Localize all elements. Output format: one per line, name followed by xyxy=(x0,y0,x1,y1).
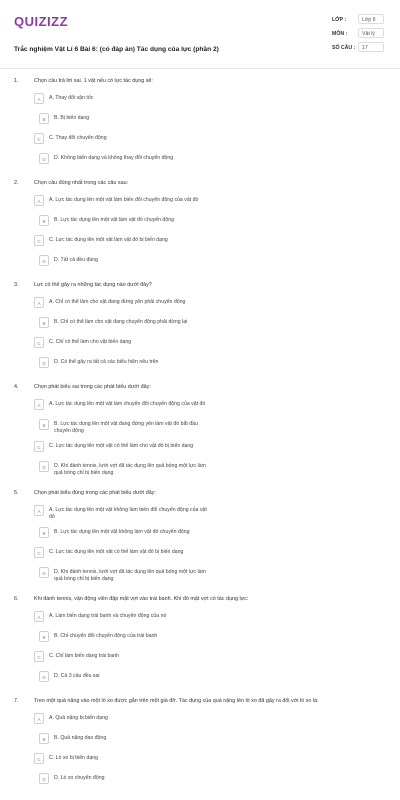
question-number: 6. xyxy=(14,596,19,602)
option-letter-badge: B xyxy=(39,113,49,124)
answer-option[interactable] xyxy=(34,133,210,147)
option-text: D. Không biến dạng và không thay đổi chuyển động xyxy=(54,155,174,161)
option-text: D. Khi đánh tennis, lưới vợt đã tác dụng lên quả bóng một lực làm quả bóng chỉ bị biến dạng xyxy=(54,463,206,476)
question-text: Khi đánh tennis, vận động viên đập mặt vợt vào trái banh. Khi đó mặt vợt có tác dụng lực: xyxy=(34,596,249,602)
worksheet-header xyxy=(14,14,386,66)
answer-option[interactable] xyxy=(39,631,215,645)
question-header xyxy=(14,180,386,189)
answer-options xyxy=(34,611,386,691)
answer-option[interactable] xyxy=(34,547,210,561)
option-text: B. Lực tác dụng lên một vật đang đứng yên làm vật đó bắt đầu chuyển động xyxy=(54,421,198,434)
class-value: Lớp 6 xyxy=(358,14,384,24)
option-letter-badge: D xyxy=(39,461,49,472)
answer-option[interactable] xyxy=(34,93,210,107)
option-text: A. Lực tác dụng lên một vật làm chuyển đổi chuyển động của vật đó xyxy=(49,401,206,407)
answer-option[interactable] xyxy=(34,713,210,727)
option-letter-badge: C xyxy=(34,337,44,348)
count-value: 17 xyxy=(358,42,384,52)
option-letter-badge: C xyxy=(34,651,44,662)
answer-option[interactable] xyxy=(39,357,215,371)
question-number: 5. xyxy=(14,490,19,496)
answer-option[interactable] xyxy=(34,441,210,455)
option-text: C. Chỉ có thể làm cho vật biến dạng xyxy=(49,339,132,345)
question-header xyxy=(14,490,386,499)
question-item xyxy=(14,384,386,483)
answer-option[interactable] xyxy=(39,773,215,787)
option-text: B. Chỉ chuyển đổi chuyển động của trái banh xyxy=(54,633,158,639)
question-header xyxy=(14,596,386,605)
answer-option[interactable] xyxy=(34,505,210,521)
option-text: A. Làm biến dạng trái banh và chuyển động của nó xyxy=(49,613,167,619)
answer-options xyxy=(34,93,386,173)
answer-option[interactable] xyxy=(39,671,215,685)
worksheet-meta xyxy=(332,14,386,56)
answer-option[interactable] xyxy=(39,733,215,747)
option-text: B. Quả nặng dao động xyxy=(54,735,107,741)
option-text: D. Cả 3 câu đều sai xyxy=(54,673,100,679)
question-list xyxy=(14,78,386,800)
option-text: C. Chỉ làm biến dạng trái banh xyxy=(49,653,120,659)
question-item xyxy=(14,78,386,173)
quizizz-logo: QUIZIZZ xyxy=(14,14,69,29)
question-item xyxy=(14,490,386,589)
question-text: Chọn câu đúng nhất trong các câu sau: xyxy=(34,180,129,186)
option-letter-badge: C xyxy=(34,441,44,452)
option-letter-badge: D xyxy=(39,153,49,164)
answer-option[interactable] xyxy=(34,297,210,311)
option-text: A. Quả nặng bị biến dạng xyxy=(49,715,108,721)
answer-options xyxy=(34,505,386,589)
question-item xyxy=(14,180,386,275)
answer-option[interactable] xyxy=(39,113,215,127)
question-number: 1. xyxy=(14,78,19,84)
class-label: LỚP : xyxy=(332,17,347,23)
option-text: C. Lực tác dụng lên một vật làm vật đó bị biến dạng xyxy=(49,237,168,243)
question-header xyxy=(14,282,386,291)
answer-options xyxy=(34,399,386,483)
option-letter-badge: D xyxy=(39,255,49,266)
option-letter-badge: C xyxy=(34,133,44,144)
answer-option[interactable] xyxy=(39,317,215,331)
option-letter-badge: A xyxy=(34,93,44,104)
question-number: 4. xyxy=(14,384,19,390)
option-letter-badge: D xyxy=(39,773,49,784)
option-text: A. Lực tác dụng lên một vật không làm biến đổi chuyển động của vật đó xyxy=(49,507,207,520)
option-letter-badge: C xyxy=(34,235,44,246)
option-text: B. Chỉ có thể làm cho vật đang chuyển động phải dừng lại xyxy=(54,319,188,325)
option-text: B. Bị biến dạng xyxy=(54,115,90,121)
answer-option[interactable] xyxy=(34,611,210,625)
option-text: B. Lực tác dụng lên một vật không làm vật đó chuyển động xyxy=(54,529,190,535)
question-text: Chọn phát biểu sai trong các phát biểu dưới đây: xyxy=(34,384,151,390)
option-text: B. Lực tác dụng lên một vật làm vật đó chuyển động xyxy=(54,217,174,223)
question-number: 7. xyxy=(14,698,19,704)
answer-options xyxy=(34,713,386,793)
subject-label: MÔN : xyxy=(332,31,348,37)
answer-option[interactable] xyxy=(34,399,210,413)
meta-class-row xyxy=(332,14,386,28)
option-letter-badge: A xyxy=(34,297,44,308)
option-text: A. Thay đổi vận tốc xyxy=(49,95,94,101)
answer-option[interactable] xyxy=(39,567,215,583)
option-letter-badge: A xyxy=(34,611,44,622)
answer-options xyxy=(34,297,386,377)
question-text: Chọn phát biểu đúng trong các phát biểu dưới đây: xyxy=(34,490,156,496)
option-text: A. Chỉ có thể làm cho vật đang đứng yên phải chuyển động xyxy=(49,299,186,305)
answer-option[interactable] xyxy=(34,753,210,767)
meta-subject-row xyxy=(332,28,386,42)
option-letter-badge: B xyxy=(39,215,49,226)
answer-option[interactable] xyxy=(39,419,215,435)
option-text: D. Lò xo chuyển động xyxy=(54,775,105,781)
answer-option[interactable] xyxy=(39,255,215,269)
answer-option[interactable] xyxy=(34,337,210,351)
option-letter-badge: D xyxy=(39,567,49,578)
answer-option[interactable] xyxy=(34,195,210,209)
question-number: 2. xyxy=(14,180,19,186)
option-letter-badge: B xyxy=(39,733,49,744)
answer-option[interactable] xyxy=(39,215,215,229)
option-text: D. Tất cả đều đúng xyxy=(54,257,99,263)
option-text: C. Lực tác dụng lên một vật có thể làm vật đó bị biến dạng xyxy=(49,549,184,555)
question-text: Chọn câu trả lời sai. 1 vật nếu có lực tác dụng sẽ: xyxy=(34,78,153,84)
answer-options xyxy=(34,195,386,275)
option-letter-badge: D xyxy=(39,671,49,682)
option-text: C. Lò xo bị biến dạng xyxy=(49,755,99,761)
option-letter-badge: A xyxy=(34,713,44,724)
answer-option[interactable] xyxy=(39,527,215,541)
question-item xyxy=(14,282,386,377)
subject-value: Vật lý xyxy=(358,28,384,38)
option-text: D. Có thể gây ra tất cả các biểu hiện nêu trên xyxy=(54,359,159,365)
question-item xyxy=(14,596,386,691)
option-text: A. Lực tác dụng lên một vật làm biến đổi chuyển động của vật đó xyxy=(49,197,199,203)
option-letter-badge: B xyxy=(39,419,49,430)
option-letter-badge: B xyxy=(39,317,49,328)
answer-option[interactable] xyxy=(39,461,215,477)
question-text: Treo một quả nặng vào một lò xo được gắn trên một giá đỡ. Tác dụng của quả nặng lên lò xo đã gây ra đối với lò xo là: xyxy=(34,698,319,704)
worksheet-title: Trắc nghiệm Vật Lí 6 Bài 6: (có đáp án) Tác dụng của lực (phần 2) xyxy=(14,46,219,53)
question-text: Lực có thể gây ra những tác dụng nào dưới đây? xyxy=(34,282,152,288)
meta-count-row xyxy=(332,42,386,56)
question-number: 3. xyxy=(14,282,19,288)
option-text: C. Lực tác dụng lên một vật có thể làm cho vật đó bị biến dạng xyxy=(49,443,194,449)
answer-option[interactable] xyxy=(34,235,210,249)
option-letter-badge: C xyxy=(34,547,44,558)
header-divider xyxy=(0,68,400,69)
question-item xyxy=(14,698,386,793)
answer-option[interactable] xyxy=(39,153,215,167)
option-letter-badge: A xyxy=(34,505,44,516)
option-text: D. Khi đánh tennis, lưới vợt đã tác dụng lên quả bóng một lực làm quả bóng chỉ bị biến dạng xyxy=(54,569,206,582)
option-letter-badge: C xyxy=(34,753,44,764)
option-letter-badge: D xyxy=(39,357,49,368)
option-text: C. Thay đổi chuyển động xyxy=(49,135,107,141)
option-letter-badge: A xyxy=(34,399,44,410)
option-letter-badge: B xyxy=(39,527,49,538)
question-header xyxy=(14,384,386,393)
question-header xyxy=(14,78,386,87)
option-letter-badge: A xyxy=(34,195,44,206)
question-header xyxy=(14,698,386,707)
count-label: SỐ CÂU : xyxy=(332,45,356,51)
option-letter-badge: B xyxy=(39,631,49,642)
answer-option[interactable] xyxy=(34,651,210,665)
